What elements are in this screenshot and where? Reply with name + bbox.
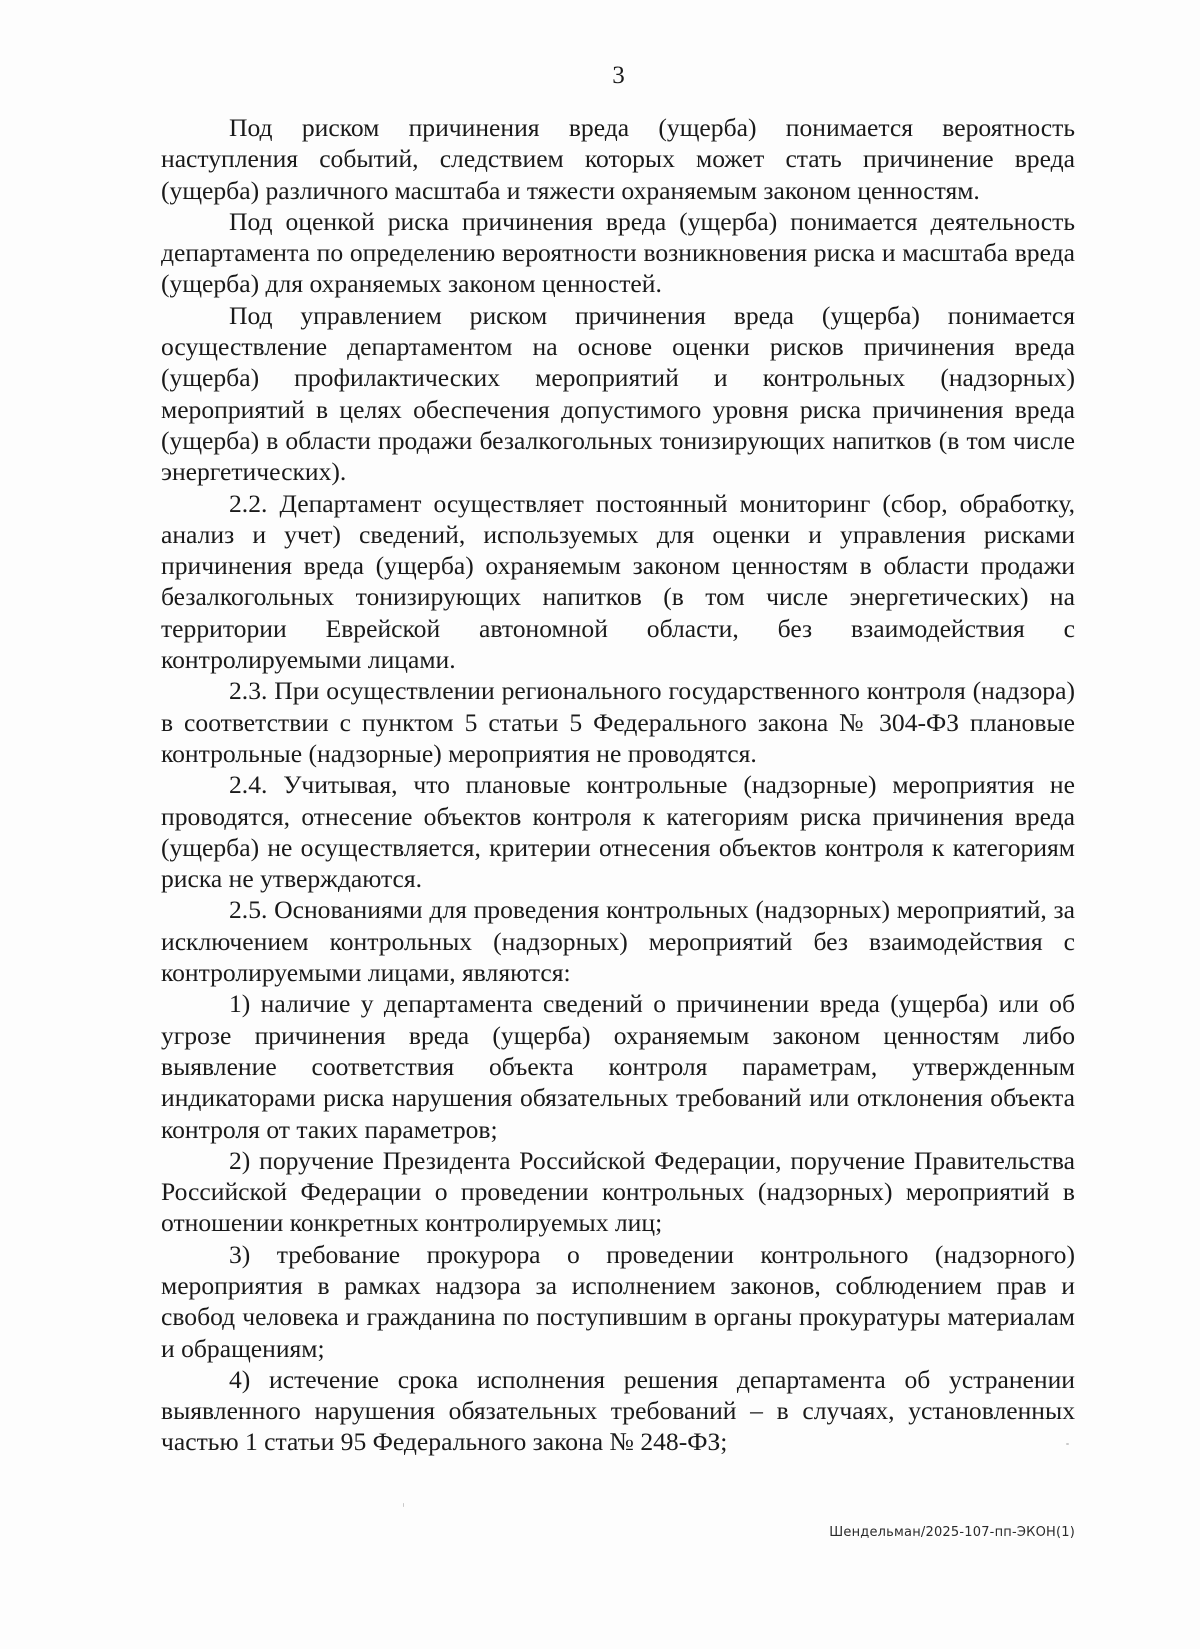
paragraph-2-2: 2.2. Департамент осуществляет постоянный мониторинг (сбор, обработку, анализ и учет) сведений, используемых для оценки и управления рисками причинения вреда (ущерба) охраняемым законом ценностям в области продажи безалкогольных тонизирующих напитков (в том числе энергетических) на территории Еврейской автономной области, без взаимодействия с контролируемыми лицами. [161, 488, 1075, 675]
scan-speck [1066, 1443, 1069, 1445]
paragraph-risk-definition: Под риском причинения вреда (ущерба) понимается вероятность наступления событий, следствием которых может стать причинение вреда (ущерба) различного масштаба и тяжести охраняемым законом ценностям. [161, 113, 1075, 205]
page-number: 3 [612, 62, 625, 89]
list-item-1: 1) наличие у департамента сведений о причинении вреда (ущерба) или об угрозе причинения вреда (ущерба) охраняемым законом ценностям либо выявление соответствия объекта контроля параметрам, утвержденным индикаторами риска нарушения обязательных требований или отклонения объекта контроля от таких параметров; [161, 989, 1075, 1144]
document-reference-code: Шендельман/2025-107-пп-ЭКОН(1) [829, 1525, 1075, 1540]
list-item-3: 3) требование прокурора о проведении контрольного (надзорного) мероприятия в рамках надзора за исполнением законов, соблюдением прав и свобод человека и гражданина по поступившим в органы прокуратуры материалам и обращениям; [161, 1239, 1075, 1363]
paragraph-risk-management: Под управлением риском причинения вреда (ущерба) понимается осуществление департаментом на основе оценки рисков причинения вреда (ущерба) профилактических мероприятий и контрольных (надзорных) мероприятий в целях обеспечения допустимого уровня риска причинения вреда (ущерба) в области продажи безалкогольных тонизирующих напитков (в том числе энергетических). [161, 300, 1075, 487]
paragraph-2-3: 2.3. При осуществлении регионального государственного контроля (надзора) в соответствии с пунктом 5 статьи 5 Федерального закона № 304-ФЗ плановые контрольные (надзорные) мероприятия не проводятся. [161, 676, 1075, 768]
paragraph-2-5: 2.5. Основаниями для проведения контрольных (надзорных) мероприятий, за исключением контрольных (надзорных) мероприятий без взаимодействия с контролируемыми лицами, являются: [161, 895, 1075, 988]
list-item-4: 4) истечение срока исполнения решения департамента об устранении выявленного нарушения обязательных требований – в случаях, установленных частью 1 статьи 95 Федерального закона № 248-ФЗ; [161, 1364, 1075, 1457]
scan-speck [403, 1503, 404, 1507]
paragraph-2-4: 2.4. Учитывая, что плановые контрольные (надзорные) мероприятия не проводятся, отнесение объектов контроля к категориям риска причинения вреда (ущерба) не осуществляется, критерии отнесения объектов контроля к категориям риска не утверждаются. [161, 770, 1075, 894]
paragraph-risk-assessment: Под оценкой риска причинения вреда (ущерба) понимается деятельность департамента по определению вероятности возникновения риска и масштаба вреда (ущерба) для охраняемых законом ценностей. [161, 206, 1075, 299]
document-body [161, 112, 1075, 1458]
list-item-2: 2) поручение Президента Российской Федерации, поручение Правительства Российской Федерации о проведении контрольных (надзорных) мероприятий в отношении конкретных контролируемых лиц; [161, 1145, 1075, 1238]
